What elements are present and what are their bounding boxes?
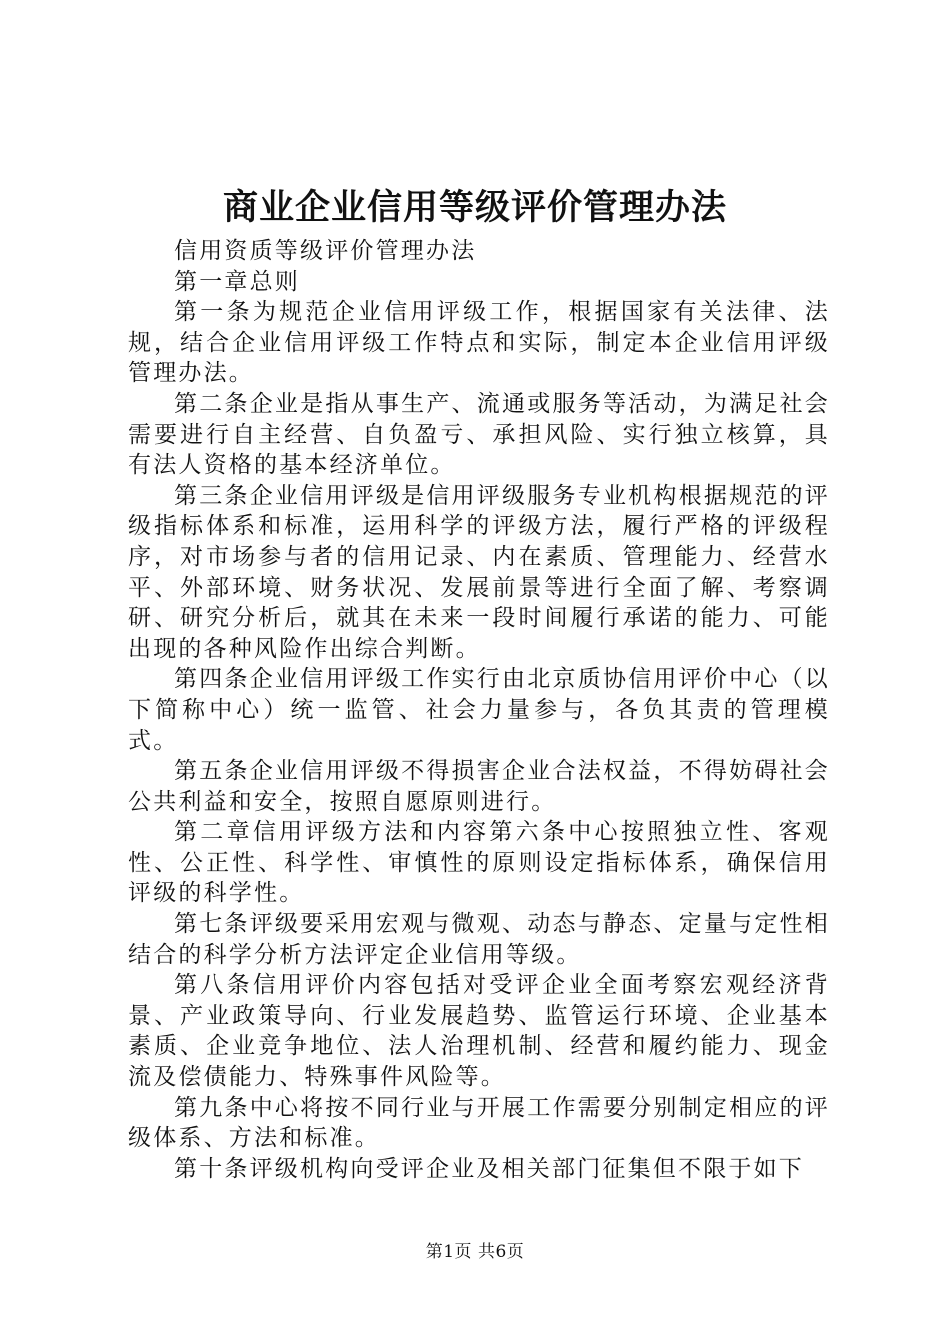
paragraph: 第五条企业信用评级不得损害企业合法权益，不得妨碍社会公共利益和安全，按照自愿原则进行。	[128, 758, 830, 815]
paragraph: 第一条为规范企业信用评级工作，根据国家有关法律、法规，结合企业信用评级工作特点和实际，制定本企业信用评级管理办法。	[128, 299, 830, 387]
paragraph: 信用资质等级评价管理办法	[174, 238, 477, 264]
page-number-footer: 第1页 共6页	[425, 1242, 525, 1262]
paragraph: 第四条企业信用评级工作实行由北京质协信用评价中心（以下简称中心）统一监管、社会力量参与，各负其责的管理模式。	[128, 666, 830, 754]
paragraph: 第二条企业是指从事生产、流通或服务等活动，为满足社会需要进行自主经营、自负盈亏、承担风险、实行独立核算，具有法人资格的基本经济单位。	[128, 390, 830, 479]
paragraph: 第九条中心将按不同行业与开展工作需要分别制定相应的评级体系、方法和标准。	[128, 1094, 830, 1152]
paragraph: 第二章信用评级方法和内容第六条中心按照独立性、客观性、公正性、科学性、审慎性的原则设定指标体系，确保信用评级的科学性。	[128, 819, 830, 907]
document-title: 商业企业信用等级评价管理办法	[222, 187, 727, 228]
document-body	[128, 236, 830, 1184]
paragraph: 第十条评级机构向受评企业及相关部门征集但不限于如下	[174, 1155, 804, 1182]
paragraph: 第三条企业信用评级是信用评级服务专业机构根据规范的评级指标体系和标准，运用科学的评级方法，履行严格的评级程序，对市场参与者的信用记录、内在素质、管理能力、经营水平、外部环境、财务状况、发展前景等进行全面了解、考察调研、研究分析后，就其在未来一段时间履行承诺的能力、可能出现的各种风险作出综合判断。	[128, 482, 830, 662]
paragraph: 第八条信用评价内容包括对受评企业全面考察宏观经济背景、产业政策导向、行业发展趋势、监管运行环境、企业基本素质、企业竞争地位、法人治理机制、经营和履约能力、现金流及偿债能力、特殊事件风险等。	[128, 972, 830, 1091]
paragraph: 第七条评级要采用宏观与微观、动态与静态、定量与定性相结合的科学分析方法评定企业信用等级。	[128, 911, 830, 968]
paragraph: 第一章总则	[174, 268, 300, 295]
